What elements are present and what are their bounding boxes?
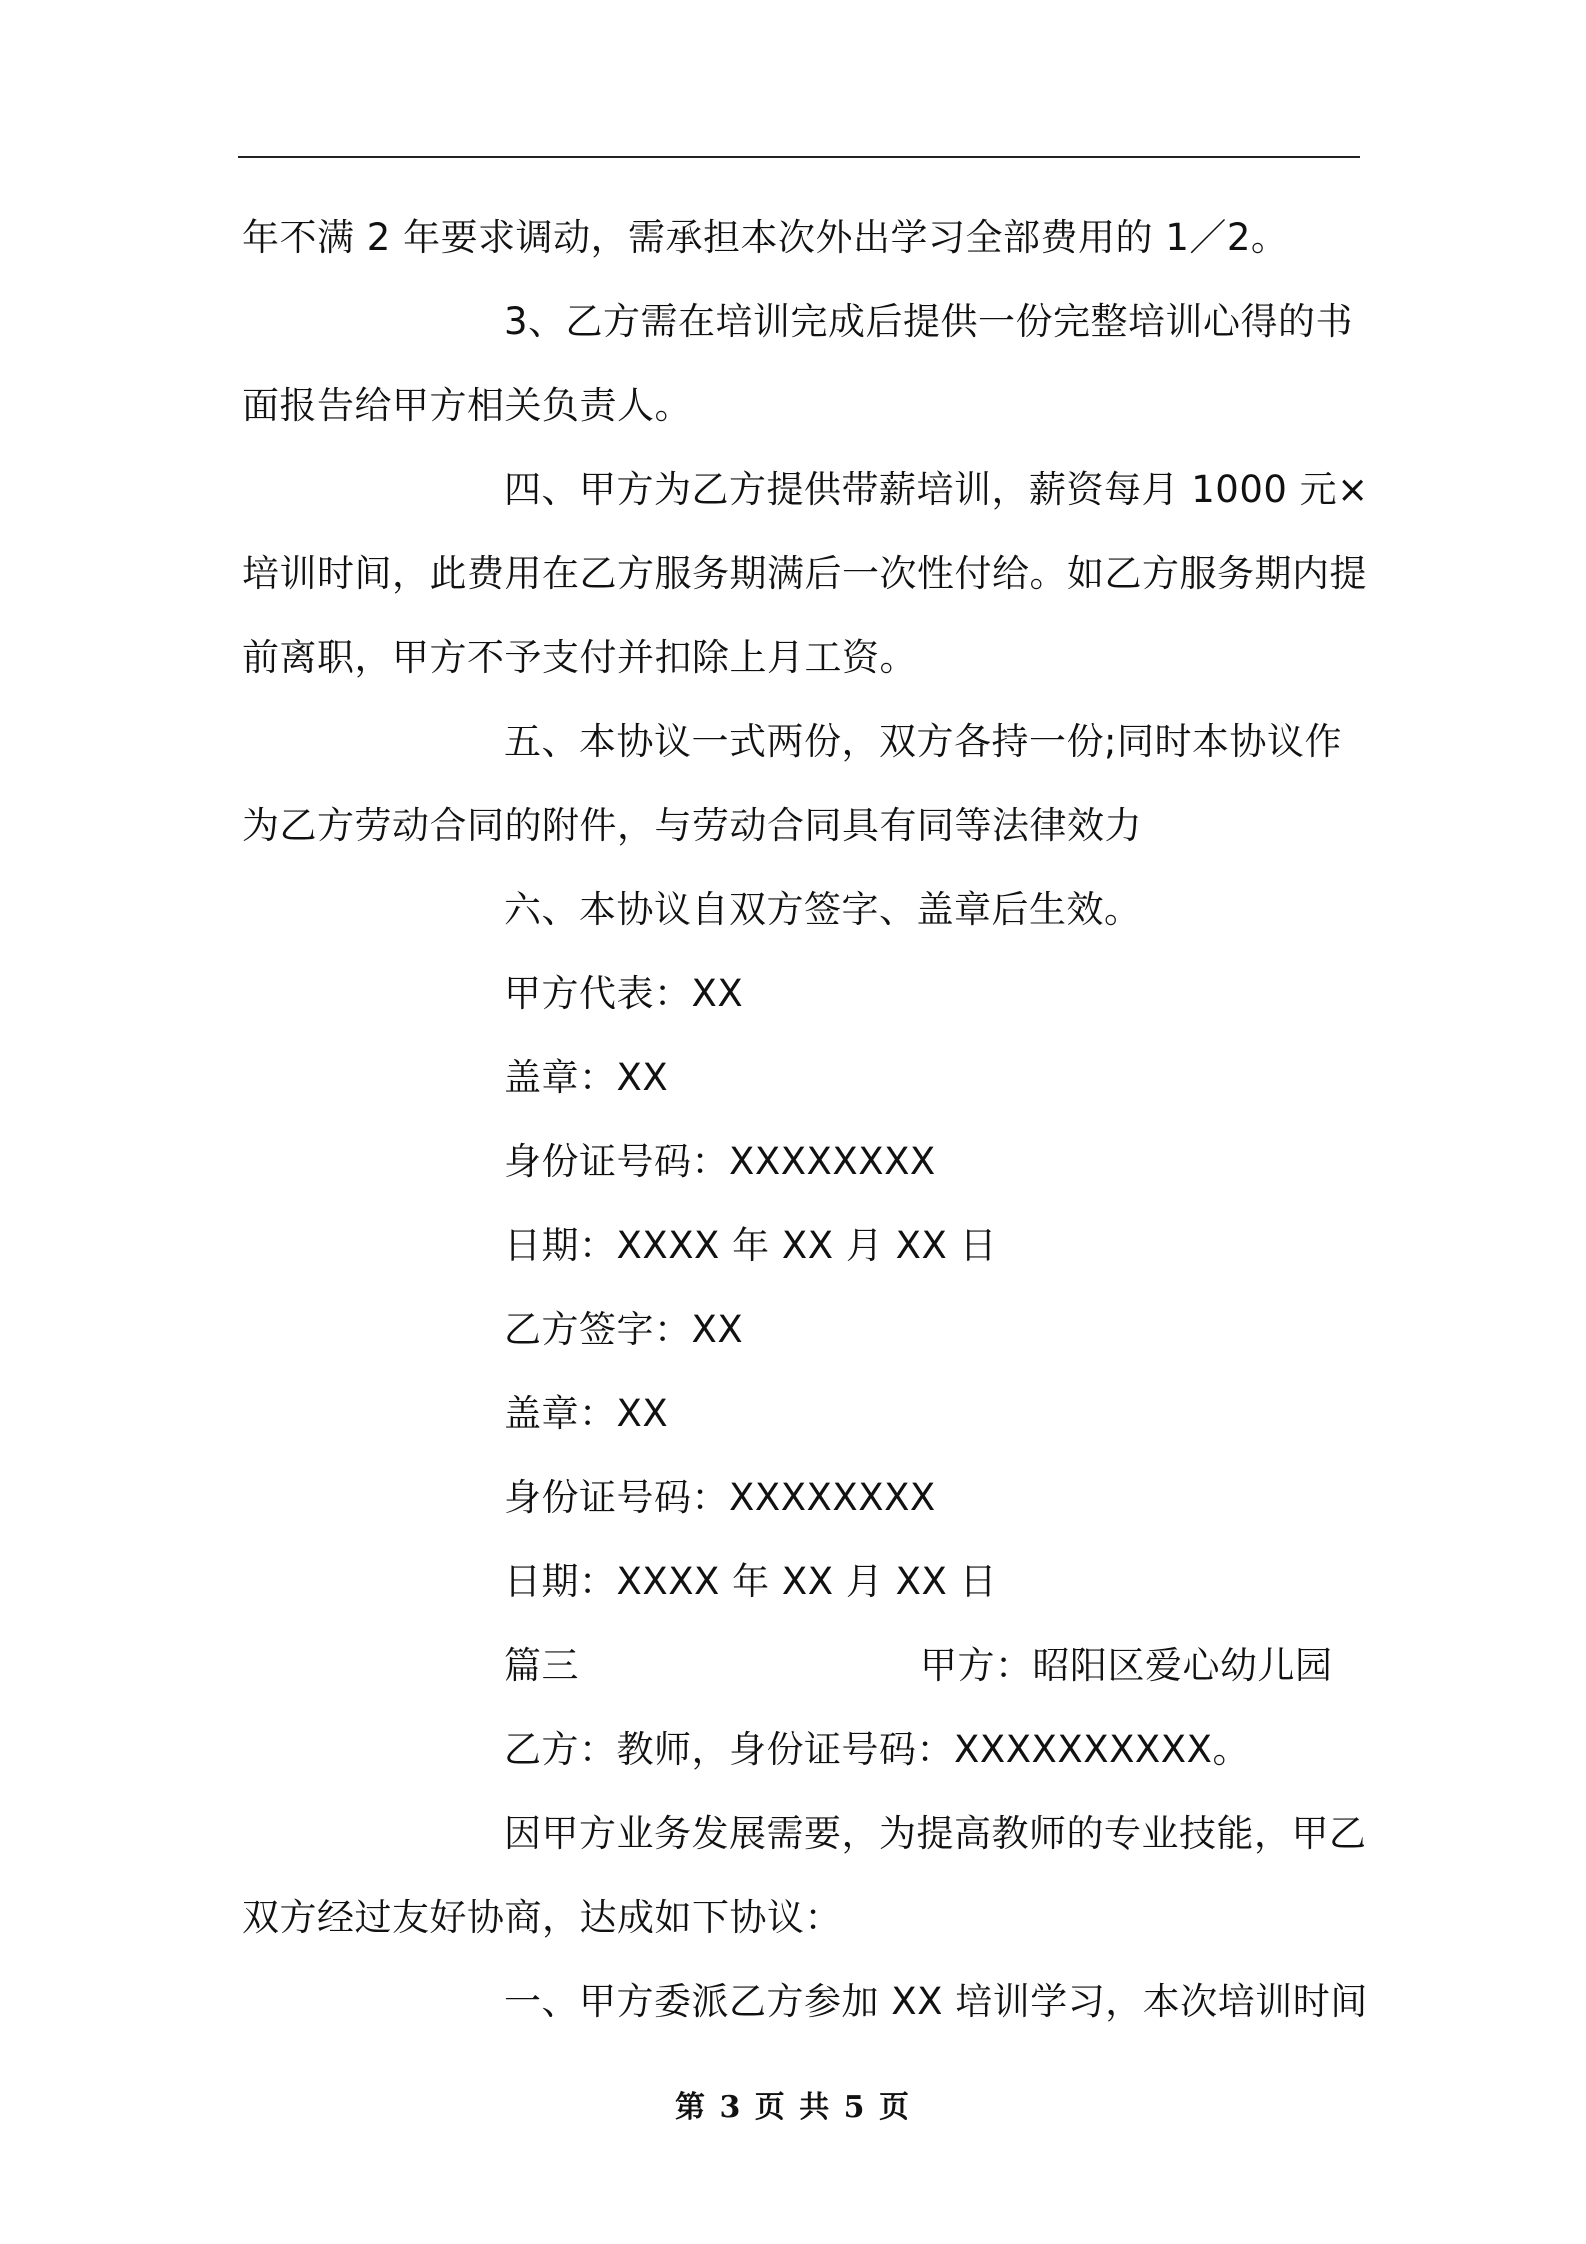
- text-line: 培训时间，此费用在乙方服务期满后一次性付给。如乙方服务期内提: [242, 552, 1367, 595]
- section-heading-row: [242, 1624, 1360, 1708]
- signature-field: 甲方代表：XX: [504, 972, 744, 1015]
- signature-field: 乙方签字：XX: [504, 1308, 744, 1351]
- text-line: 面报告给甲方相关负责人。: [242, 384, 692, 427]
- section-title: 篇三: [504, 1644, 579, 1687]
- text-line: 五、本协议一式两份，双方各持一份;同时本协议作: [504, 720, 1342, 763]
- text-line: 双方经过友好协商，达成如下协议：: [242, 1896, 842, 1939]
- signature-field: 日期：XXXX 年 XX 月 XX 日: [504, 1224, 998, 1267]
- text-line: 乙方：教师，身份证号码：XXXXXXXXXX。: [504, 1728, 1250, 1771]
- text-line: 前离职，甲方不予支付并扣除上月工资。: [242, 636, 917, 679]
- signature-field: 盖章：XX: [504, 1392, 669, 1435]
- signature-field: 日期：XXXX 年 XX 月 XX 日: [504, 1560, 998, 1603]
- header-divider: [238, 156, 1360, 158]
- document-body: [242, 196, 1369, 2044]
- text-line: 四、甲方为乙方提供带薪培训，薪资每月 1000 元×: [504, 468, 1369, 511]
- text-line: 一、甲方委派乙方参加 XX 培训学习，本次培训时间: [504, 1980, 1368, 2023]
- text-line: 年不满 2 年要求调动，需承担本次外出学习全部费用的 1／2。: [242, 216, 1289, 259]
- text-line: 为乙方劳动合同的附件，与劳动合同具有同等法律效力: [242, 804, 1142, 847]
- text-line: 3、乙方需在培训完成后提供一份完整培训心得的书: [504, 300, 1354, 343]
- signature-field: 身份证号码：XXXXXXXX: [504, 1140, 936, 1183]
- text-line: 因甲方业务发展需要，为提高教师的专业技能，甲乙: [504, 1812, 1367, 1855]
- page-number-footer: 第 3 页 共 5 页: [675, 2090, 911, 2125]
- text-line: 六、本协议自双方签字、盖章后生效。: [504, 888, 1142, 931]
- signature-field: 身份证号码：XXXXXXXX: [504, 1476, 936, 1519]
- party-a-name: 甲方：昭阳区爱心幼儿园: [920, 1644, 1333, 1687]
- signature-field: 盖章：XX: [504, 1056, 669, 1099]
